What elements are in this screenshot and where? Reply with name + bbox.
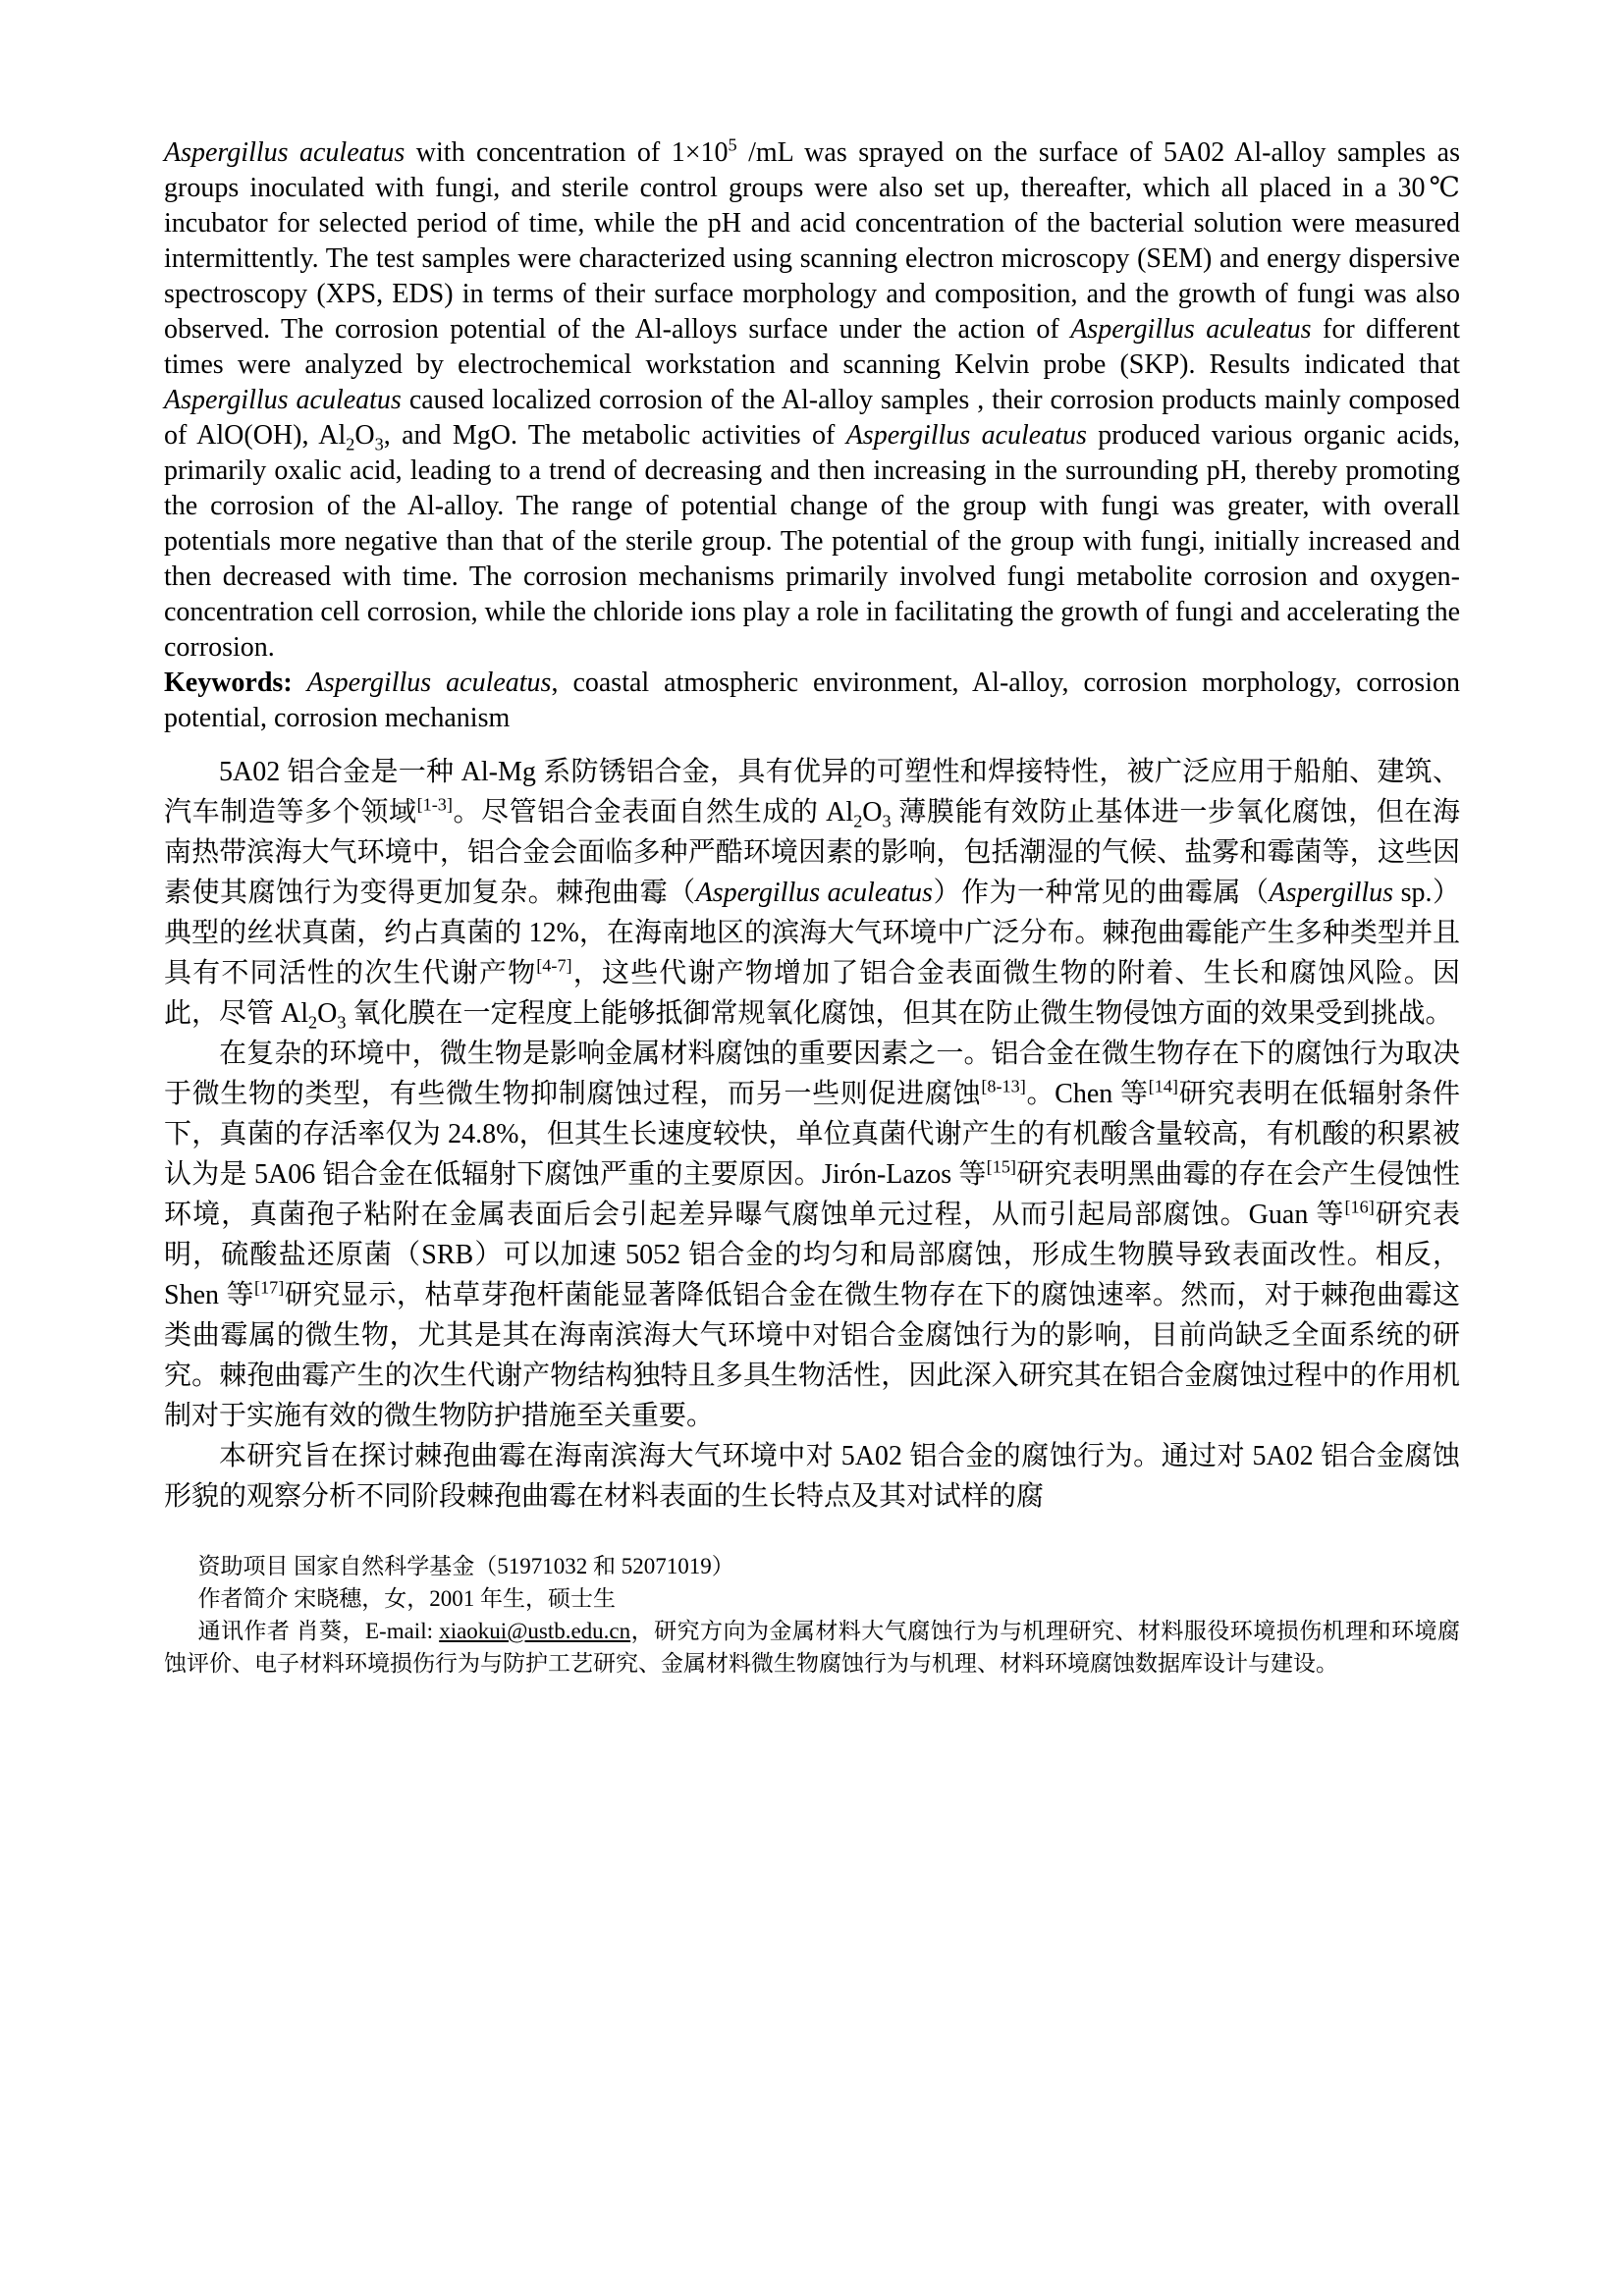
text-segment: 5 bbox=[728, 134, 737, 155]
text-segment: ，研究方向为金属材料大气腐蚀行为与机理研究、材料服役环境损伤机理和环境腐蚀评价、电子材料环境损伤行为与防护工艺研究、金属材料微生物腐蚀行为与机理、材料环境腐蚀数据库设计与建设。 bbox=[164, 1619, 1461, 1676]
text-segment: /mL was sprayed on the surface of 5A02 Al-alloy samples as groups inoculated with fungi, and sterile control groups were also set up, thereafter, which all placed in a 30℃ incubator for selected period of time, while the pH and acid concentration of the bacterial solution were measured intermittently. The test samples were characterized using scanning electron microscopy (SEM) and energy dispersive spectroscopy (XPS, EDS) in terms of their surface morphology and composition, and the growth of fungi was also observed. The corrosion potential of the Al-alloys surface under the action of bbox=[164, 137, 1460, 345]
text-segment: 研究表明，硫酸盐还原菌（SRB）可以加速 5052 铝合金的均匀和局部腐蚀，形成生物膜导致表面改性。相反，Shen 等 bbox=[164, 1200, 1460, 1310]
text-segment: 研究表明在低辐射条件下，真菌的存活率仅为 24.8%，但其生长速度较快，单位真菌代谢产生的有机酸含量较高，有机酸的积累被认为是 5A06 铝合金在低辐射下腐蚀严重的主要原因。Jirón-Lazos 等 bbox=[164, 1079, 1460, 1190]
text-segment: [14] bbox=[1148, 1076, 1178, 1096]
text-segment: 薄膜能有效防止基体进一步氧化腐蚀，但在海南热带滨海大气环境中，铝合金会面临多种严酷环境因素的影响，包括潮湿的气候、盐雾和霉菌等，这些因素使其腐蚀行为变得更加复杂。棘孢曲霉（ bbox=[164, 797, 1460, 908]
text-segment: [1-3] bbox=[416, 794, 453, 815]
text-segment: 3 bbox=[337, 1012, 347, 1033]
text-segment: 。Chen 等 bbox=[1025, 1079, 1149, 1109]
text-segment: Aspergillus aculeatus bbox=[164, 137, 406, 168]
keywords-line bbox=[164, 666, 1460, 736]
text-segment: 。尽管铝合金表面自然生成的 Al bbox=[452, 797, 854, 828]
text-segment: [15] bbox=[986, 1156, 1016, 1177]
text-segment: O bbox=[354, 420, 375, 451]
text-segment: , coastal atmospheric environment, Al-alloy, corrosion morphology, corrosion potential, corrosion mechanism bbox=[164, 667, 1460, 733]
text-segment: [16] bbox=[1344, 1197, 1375, 1217]
text-segment: Aspergillus aculeatus bbox=[306, 667, 552, 698]
abstract-paragraph bbox=[164, 135, 1460, 666]
text-segment: 2 bbox=[853, 811, 863, 831]
text-segment: with concentration of 1×10 bbox=[405, 137, 729, 168]
body-paragraph-3 bbox=[164, 1436, 1460, 1517]
text-segment: 本研究旨在探讨棘孢曲霉在海南滨海大气环境中对 5A02 铝合金的腐蚀行为。通过对 5A02 铝合金腐蚀形貌的观察分析不同阶段棘孢曲霉在材料表面的生长特点及其对试样的腐 bbox=[164, 1441, 1460, 1512]
text-segment: 研究显示，枯草芽孢杆菌能显著降低铝合金在微生物存在下的腐蚀速率。然而，对于棘孢曲霉这类曲霉属的微生物，尤其是其在海南滨海大气环境中对铝合金腐蚀行为的影响，目前尚缺乏全面系统的研究。棘孢曲霉产生的次生代谢产物结构独特且多具生物活性，因此深入研究其在铝合金腐蚀过程中的作用机制对于实施有效的微生物防护措施至关重要。 bbox=[164, 1280, 1460, 1431]
text-segment: Aspergillus aculeatus bbox=[845, 420, 1087, 451]
footnote-funding bbox=[164, 1550, 1460, 1582]
text-segment: 作者简介 宋晓穗，女，2001 年生，硕士生 bbox=[197, 1586, 616, 1611]
text-segment: [4-7] bbox=[536, 955, 572, 976]
text-segment: 在复杂的环境中，微生物是影响金属材料腐蚀的重要因素之一。铝合金在微生物存在下的腐蚀行为取决于微生物的类型，有些微生物抑制腐蚀过程，而另一些则促进腐蚀 bbox=[164, 1039, 1460, 1109]
text-segment: 2 bbox=[308, 1012, 318, 1033]
text-segment: produced various organic acids, primarily oxalic acid, leading to a trend of decreasing and then increasing in the surrounding pH, thereby promoting the corrosion of the Al-alloy. The range of potential change of the group with fungi was greater, with overall potentials more negative than that of the sterile group. The potential of the group with fungi, initially increased and then decreased with time. The corrosion mechanisms primarily involved fungi metabolite corrosion and oxygen-concentration cell corrosion, while the chloride ions play a role in facilitating the growth of fungi and accelerating the corrosion. bbox=[164, 420, 1460, 663]
text-segment: [8-13] bbox=[981, 1076, 1026, 1096]
text-segment: 2 bbox=[346, 434, 355, 454]
text-segment: Aspergillus aculeatus bbox=[695, 878, 933, 908]
text-segment: 资助项目 国家自然科学基金（51971032 和 52071019） bbox=[197, 1554, 734, 1578]
body-paragraph-2 bbox=[164, 1034, 1460, 1436]
text-segment: 3 bbox=[374, 434, 384, 454]
text-segment: 5A02 铝合金是一种 Al-Mg 系防锈铝合金，具有优异的可塑性和焊接特性，被广泛应用于船舶、建筑、汽车制造等多个领域 bbox=[164, 757, 1460, 828]
body-paragraph-1 bbox=[164, 752, 1460, 1034]
text-segment: for different times were analyzed by electrochemical workstation and scanning Kelvin probe (SKP). Results indicated that bbox=[164, 314, 1461, 380]
text-segment: Keywords: bbox=[164, 667, 307, 698]
text-segment: ）作为一种常见的曲霉属（ bbox=[932, 878, 1270, 908]
text-segment: 研究表明黑曲霉的存在会产生侵蚀性环境，真菌孢子粘附在金属表面后会引起差异曝气腐蚀单元过程，从而引起局部腐蚀。Guan 等 bbox=[164, 1159, 1460, 1230]
footnotes-section bbox=[164, 1550, 1460, 1680]
text-segment: Aspergillus bbox=[1269, 878, 1394, 908]
text-segment: 氧化膜在一定程度上能够抵御常规氧化腐蚀，但其在防止微生物侵蚀方面的效果受到挑战。 bbox=[346, 998, 1453, 1029]
text-segment: Aspergillus aculeatus bbox=[164, 385, 402, 415]
text-segment: , and MgO. The metabolic activities of bbox=[383, 420, 846, 451]
footnote-corresponding bbox=[164, 1615, 1460, 1680]
footnote-author bbox=[164, 1582, 1460, 1615]
text-segment: Aspergillus aculeatus bbox=[1070, 314, 1312, 345]
text-segment: 通讯作者 肖葵，E-mail: bbox=[197, 1619, 440, 1643]
body-section bbox=[164, 752, 1460, 1517]
text-segment: 3 bbox=[882, 811, 892, 831]
text-segment: sp.）典型的丝状真菌，约占真菌的 12%，在海南地区的滨海大气环境中广泛分布。棘孢曲霉能产生多种类型并且具有不同活性的次生代谢产物 bbox=[164, 878, 1460, 988]
email-link[interactable]: xiaokui@ustb.edu.cn bbox=[439, 1619, 631, 1643]
text-segment: O bbox=[317, 998, 338, 1029]
text-segment: ，这些代谢产物增加了铝合金表面微生物的附着、生长和腐蚀风险。因此，尽管 Al bbox=[164, 958, 1460, 1029]
text-segment: [17] bbox=[254, 1277, 285, 1298]
text-segment: caused localized corrosion of the Al-alloy samples , their corrosion products mainly composed of AlO(OH), Al bbox=[164, 385, 1460, 451]
text-segment: O bbox=[862, 797, 883, 828]
